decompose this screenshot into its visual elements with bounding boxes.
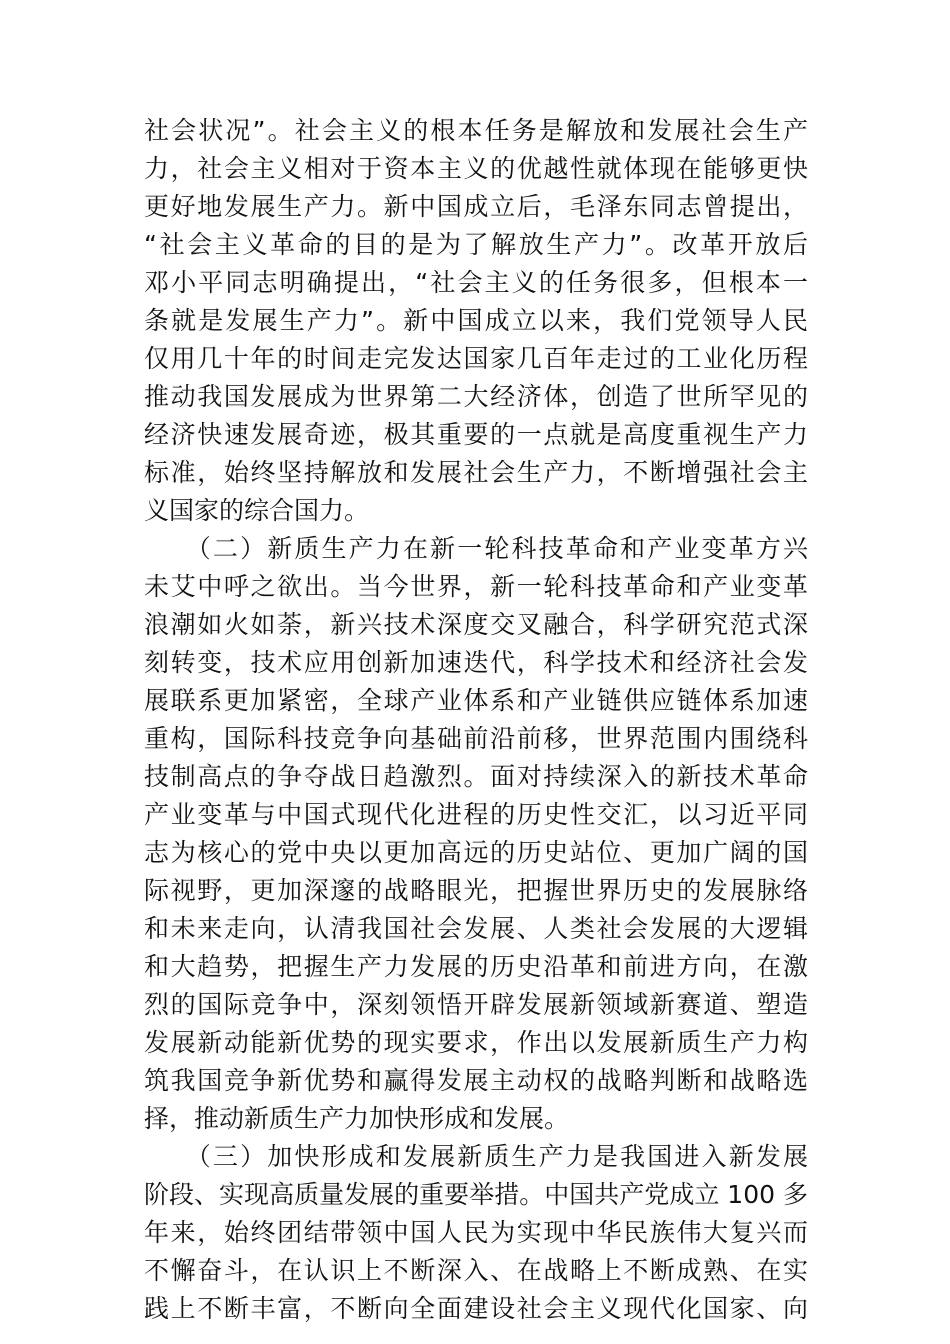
text-line: 践上不断丰富，不断向全面建设社会主义现代化国家、向: [144, 1294, 808, 1323]
paragraph-3: [144, 1138, 808, 1328]
text-line: 产业变革与中国式现代化进程的历史性交汇，以习近平同: [144, 800, 808, 829]
text-line: 不懈奋斗，在认识上不断深入、在战略上不断成熟、在实: [144, 1256, 808, 1285]
text-line: 年来，始终团结带领中国人民为实现中华民族伟大复兴而: [144, 1218, 808, 1247]
text-line: 和未来走向，认清我国社会发展、人类社会发展的大逻辑: [144, 914, 808, 943]
text-line: 阶段、实现高质量发展的重要举措。中国共产党成立 100 多: [144, 1180, 808, 1209]
text-line: 发展新动能新优势的现实要求，作出以发展新质生产力构: [144, 1028, 808, 1057]
text-line: 标准，始终坚持解放和发展社会生产力，不断增强社会主: [144, 458, 808, 487]
text-line: 技制高点的争夺战日趋激烈。面对持续深入的新技术革命: [144, 762, 808, 791]
paragraph-2: [144, 530, 808, 1138]
text-line: 经济快速发展奇迹，极其重要的一点就是高度重视生产力: [144, 420, 808, 449]
text-line: 更好地发展生产力。新中国成立后，毛泽东同志曾提出，: [144, 192, 808, 221]
text-line: 推动我国发展成为世界第二大经济体，创造了世所罕见的: [144, 382, 808, 411]
text-line: 条就是发展生产力”。新中国成立以来，我们党领导人民: [144, 306, 808, 335]
text-line: 义国家的综合国力。: [144, 496, 370, 525]
paragraph-heading-line: （三）加快形成和发展新质生产力是我国进入新发展: [144, 1142, 808, 1171]
text-line: 烈的国际竞争中，深刻领悟开辟发展新领域新赛道、塑造: [144, 990, 808, 1019]
text-line: “社会主义革命的目的是为了解放生产力”。改革开放后: [144, 230, 808, 259]
text-line: 社会状况”。社会主义的根本任务是解放和发展社会生产: [144, 116, 808, 145]
body-text: [144, 112, 808, 1328]
text-line: 展联系更加紧密，全球产业体系和产业链供应链体系加速: [144, 686, 808, 715]
text-line: 筑我国竞争新优势和赢得发展主动权的战略判断和战略选: [144, 1066, 808, 1095]
text-line: 力，社会主义相对于资本主义的优越性就体现在能够更快: [144, 154, 808, 183]
paragraph-heading-line: （二）新质生产力在新一轮科技革命和产业变革方兴: [144, 534, 808, 563]
text-line: 刻转变，技术应用创新加速迭代，科学技术和经济社会发: [144, 648, 808, 677]
text-line: 邓小平同志明确提出，“社会主义的任务很多，但根本一: [144, 268, 808, 297]
text-line: 未艾中呼之欲出。当今世界，新一轮科技革命和产业变革: [144, 572, 808, 601]
text-line: 重构，国际科技竞争向基础前沿前移，世界范围内围绕科: [144, 724, 808, 753]
text-line: 际视野，更加深邃的战略眼光，把握世界历史的发展脉络: [144, 876, 808, 905]
text-line: 浪潮如火如荼，新兴技术深度交叉融合，科学研究范式深: [144, 610, 808, 639]
text-line: 仅用几十年的时间走完发达国家几百年走过的工业化历程: [144, 344, 808, 373]
paragraph-1: [144, 112, 808, 530]
text-line: 和大趋势，把握生产力发展的历史沿革和前进方向，在激: [144, 952, 808, 981]
text-line: 志为核心的党中央以更加高远的历史站位、更加广阔的国: [144, 838, 808, 867]
text-line: 择，推动新质生产力加快形成和发展。: [144, 1104, 570, 1133]
